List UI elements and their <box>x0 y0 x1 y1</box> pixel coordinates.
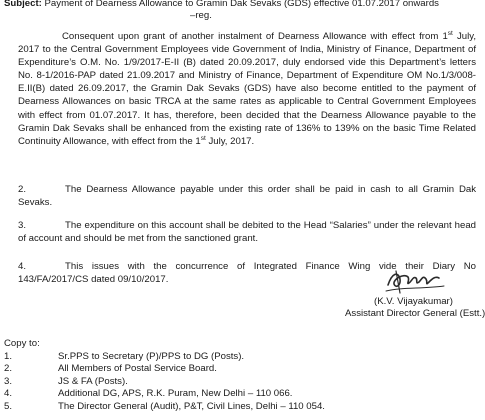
list-item-number: 3. <box>4 375 13 387</box>
para3-text: The expenditure on this account shall be debited to the Head “Salaries” under the relevant head of account and should be met from the sanctioned grant. <box>18 220 476 245</box>
list-item <box>4 362 325 374</box>
list-item-number: 4. <box>4 388 13 400</box>
para3-number: 3. <box>18 220 27 231</box>
list-item-text: Additional DG, APS, R.K. Puram, New Delhi – 110 066. <box>58 388 293 400</box>
para4-number: 4. <box>18 261 27 272</box>
copy-to-label: Copy to: <box>4 338 40 349</box>
subject-prefix: Subject: <box>4 0 42 9</box>
signatory-designation: Assistant Director General (Estt.) <box>345 308 485 319</box>
para1-sup-3: st <box>200 134 206 142</box>
list-item-number: 2. <box>4 363 13 375</box>
handwritten-signature <box>382 267 448 297</box>
list-item-number: 5. <box>4 400 13 412</box>
list-item <box>4 350 325 362</box>
para2-text: The Dearness Allowance payable under this order shall be paid in cash to all Gramin Dak Sevaks. <box>18 184 476 209</box>
list-item-text: The Director General (Audit), P&T, Civil Lines, Delhi – 110 054. <box>58 400 325 412</box>
para1-sup-1: st <box>447 29 453 37</box>
list-item-text: All Members of Postal Service Board. <box>58 363 217 375</box>
para2-number: 2. <box>18 184 27 195</box>
copy-to-list <box>4 350 325 412</box>
paragraph-2 <box>18 183 476 209</box>
list-item-number: 1. <box>4 351 13 362</box>
para1-seg-2: July, 2017 to the Central Government Employees vide Government of India, Ministry of Finance, Department of Expenditure’s O.M. No. 1/9/2017-E-II (B) dated 20.09.2017, duly endorsed vide this Department’s letters No. 8-1/2016-PAP dated 21.09.2017 and Ministry of Finance, Department of Expenditure OM No.1/3/008-E.II(B) dated 26.09.2017, the Gramin Dak Sevaks (GDS) have also become entitled to the payment of Dearness Allowances on basic TRCA at the same rates as applicable to Central Government Employees with effect from 01.07.2017. It has, therefore, been decided that the Dearness Allowance payable to the Gramin Dak Sevaks shall be enhanced from the existing rate of 136% to 139% on the basic Time Related Continuity Allowance, with effect from the 1 <box>18 31 476 147</box>
list-item <box>4 387 325 399</box>
subject-text: Payment of Dearness Allowance to Gramin Dak Sevaks (GDS) effective 01.07.2017 onwards <box>44 0 439 9</box>
subject-suffix: –reg. <box>190 10 212 21</box>
paragraph-1 <box>18 30 476 148</box>
subject-line <box>4 0 482 10</box>
para1-seg-4: July, 2017. <box>205 135 255 147</box>
para1-seg-0: Consequent upon grant of another instalment of Dearness Allowance with effect from 1 <box>62 31 448 42</box>
list-item-text: Sr.PPS to Secretary (P)/PPS to DG (Posts). <box>58 351 245 362</box>
paragraph-3 <box>18 219 476 245</box>
para4-text: This issues with the concurrence of Integrated Finance Wing vide their Diary No 143/FA/2017/CS dated 09/10/2017. <box>18 261 476 286</box>
list-item <box>4 400 325 412</box>
signatory-name: (K.V. Vijayakumar) <box>374 296 453 307</box>
list-item-text: JS & FA (Posts). <box>58 375 128 387</box>
list-item <box>4 375 325 387</box>
